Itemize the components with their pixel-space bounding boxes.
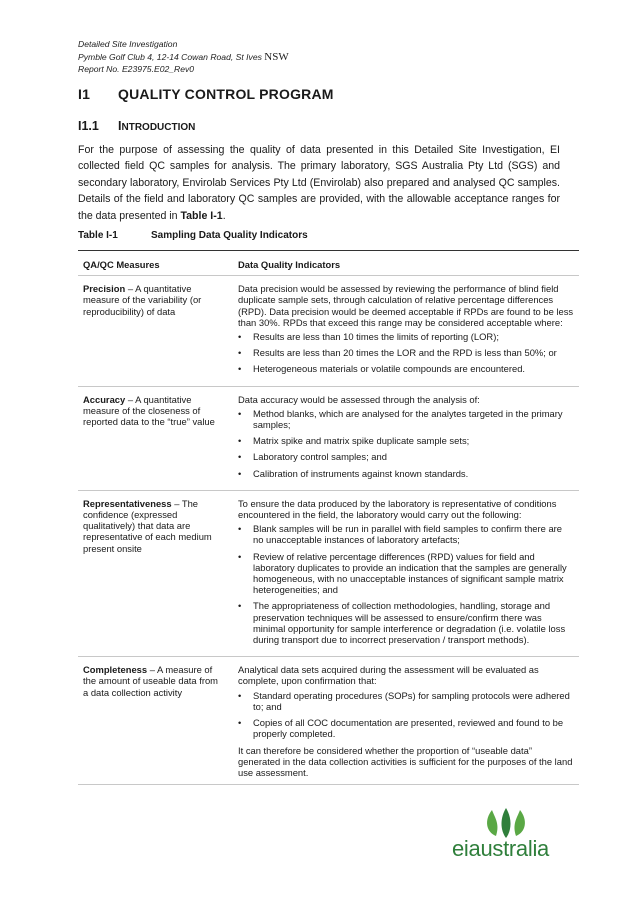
section-title: QUALITY CONTROL PROGRAM xyxy=(118,86,334,102)
indicator-intro: Data accuracy would be assessed through the analysis of: xyxy=(238,393,480,405)
indicator-conclusion: It can therefore be considered whether the proportion of “useable data” generated in the data collection activities is sufficient for the purposes of the land use assessment. xyxy=(238,744,573,778)
list-item: • Heterogeneous materials or volatile compounds are encountered. xyxy=(253,363,575,374)
section-heading xyxy=(78,86,334,102)
list-item: • Standard operating procedures (SOPs) for sampling protocols were adhered to; and xyxy=(253,690,575,712)
indicator-intro: Analytical data sets acquired during the assessment will be evaluated as complete, upon confirmation that: xyxy=(238,664,539,687)
header-state: NSW xyxy=(264,50,289,63)
indicator-list xyxy=(238,690,575,740)
quality-indicator-cell xyxy=(233,657,579,785)
list-item: • Blank samples will be run in parallel with field samples to confirm there are no unacceptable instances of laboratory artefacts; xyxy=(253,523,575,545)
header-report-number: Report No. E23975.E02_Rev0 xyxy=(78,64,195,74)
measure-definition: – A measure of the amount of useable data from a data collection activity xyxy=(83,664,218,698)
logo-wordmark: eiaustralia xyxy=(452,836,549,861)
column-header: Data Quality Indicators xyxy=(233,251,579,276)
measure-term: Completeness xyxy=(83,664,148,676)
measure-term: Representativeness xyxy=(83,497,172,509)
table-title: Sampling Data Quality Indicators xyxy=(151,230,308,241)
indicator-list xyxy=(238,523,575,645)
quality-indicator-cell xyxy=(233,276,579,386)
table-row xyxy=(78,276,579,386)
leaf-icon xyxy=(482,808,530,838)
measure-definition: – The confidence (expressed qualitatively) that data are representative of each medium present onsite xyxy=(83,497,212,554)
list-item: • Review of relative percentage differences (RPD) values for field and laboratory duplicates to provide an indication that the samples are generally homogeneous, with no unacceptable instances of significant sample matrix heterogeneities; and xyxy=(253,551,575,596)
quality-indicator-cell xyxy=(233,490,579,656)
table-body xyxy=(78,276,579,785)
table-number: Table I-1 xyxy=(78,230,118,241)
list-item: • Results are less than 20 times the LOR and the RPD is less than 50%; or xyxy=(253,347,575,358)
measure-definition: – A quantitative measure of the variability (or reproducibility) of data xyxy=(83,283,202,317)
column-header: QA/QC Measures xyxy=(78,251,233,276)
section-number: I1 xyxy=(78,86,91,102)
qaqc-measure-cell xyxy=(78,490,233,656)
table-row xyxy=(78,657,579,785)
data-quality-table xyxy=(78,250,579,785)
table-row xyxy=(78,490,579,656)
header-document-type: Detailed Site Investigation xyxy=(78,39,178,49)
table-header-row xyxy=(78,251,579,276)
qaqc-measure-cell xyxy=(78,657,233,785)
list-item: • Method blanks, which are analysed for the analytes targeted in the primary samples; xyxy=(253,408,575,430)
indicator-list xyxy=(238,408,575,479)
qaqc-measure-cell xyxy=(78,276,233,386)
list-item: • Matrix spike and matrix spike duplicate sample sets; xyxy=(253,435,575,446)
table-reference: Table I-1 xyxy=(180,209,223,222)
intro-paragraph: For the purpose of assessing the quality of data presented in this Detailed Site Investigation, EI collected field QC samples for analysis. The primary laboratory, SGS Australia Pty Ltd (SGS) and secondary laboratory, Envirolab Services Pty Ltd (Envirolab) also prepared and analysed QC samples. Details of the field and laboratory QC samples are provided, with the allowable acceptance ranges for the data presented in Table I-1. xyxy=(78,144,560,222)
list-item: • Laboratory control samples; and xyxy=(253,451,575,462)
subsection-number: I1.1 xyxy=(78,119,99,133)
header-site-address: Pymble Golf Club 4, 12-14 Cowan Road, St Ives NSW xyxy=(78,50,289,63)
list-item: • The appropriateness of collection methodologies, handling, storage and preservation techniques will be assessed to ensure/confirm there was minimal opportunity for sample interference or degradation (i.e. volatile loss during transport due to incorrect preservation / transport methods). xyxy=(253,600,575,645)
list-item: • Calibration of instruments against known standards. xyxy=(253,468,575,479)
measure-term: Accuracy xyxy=(83,393,126,405)
qaqc-measure-cell xyxy=(78,386,233,490)
subsection-title-rest: NTRODUCTION xyxy=(121,122,196,133)
subsection-title-initial: I xyxy=(118,119,122,133)
indicator-intro: Data precision would be assessed by reviewing the performance of blind field duplicate sample sets, through calculation of relative percentage differences (RPD). Data precision would be deemed acceptable if RPDs are found to be less than 30%. RPDs that exceed this range may be considered acceptable where: xyxy=(238,283,574,328)
list-item: • Results are less than 10 times the limits of reporting (LOR); xyxy=(253,331,575,342)
company-logo xyxy=(452,808,562,860)
indicator-intro: To ensure the data produced by the laboratory is representative of conditions encountered in the field, the laboratory would carry out the following: xyxy=(238,497,557,521)
table-caption xyxy=(78,230,308,241)
measure-term: Precision xyxy=(83,283,126,295)
list-item: • Copies of all COC documentation are presented, reviewed and found to be properly completed. xyxy=(253,717,575,739)
running-header xyxy=(78,38,289,76)
table-row xyxy=(78,386,579,490)
indicator-list xyxy=(238,331,575,375)
subsection-heading xyxy=(78,119,195,133)
measure-definition: – A quantitative measure of the closeness of reported data to the “true” value xyxy=(83,393,215,428)
quality-indicator-cell xyxy=(233,386,579,490)
